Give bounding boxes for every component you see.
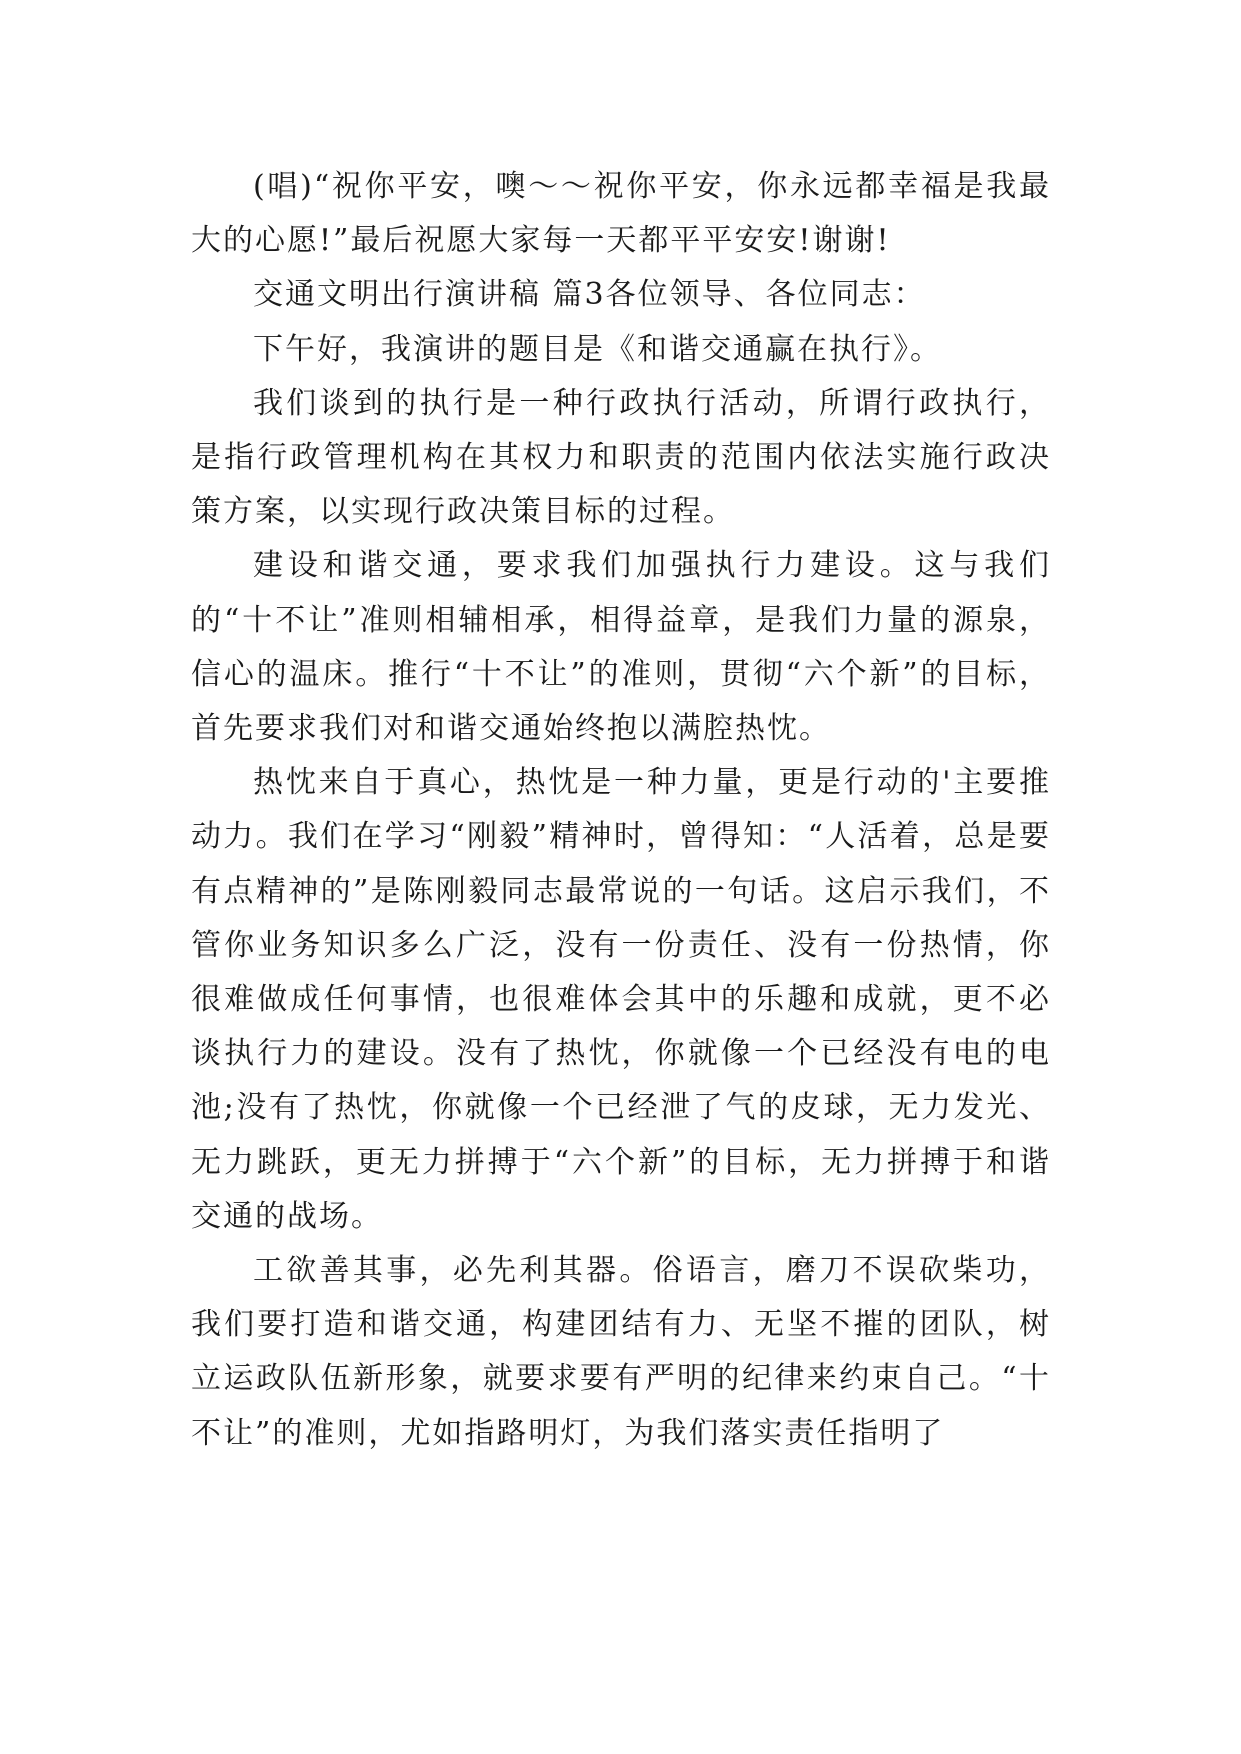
paragraph-execution-definition: 我们谈到的执行是一种行政执行活动，所谓行政执行，是指行政管理机构在其权力和职责的范围内依法实施行政决策方案，以实现行政决策目标的过程。 — [191, 385, 1051, 530]
paragraph-greeting: 下午好，我演讲的题目是《和谐交通赢在执行》。 — [253, 331, 942, 367]
paragraph-harmonious-traffic: 建设和谐交通，要求我们加强执行力建设。这与我们的“十不让”准则相辅相承，相得益章，是我们力量的源泉，信心的温床。推行“十不让”的准则，贯彻“六个新”的目标，首先要求我们对和谐交通始终抱以满腔热忱。 — [191, 548, 1051, 747]
paragraph-closing-song: (唱)“祝你平安，噢～～祝你平安，你永远都幸福是我最大的心愿!”最后祝愿大家每一天都平平安安!谢谢! — [191, 169, 1051, 259]
paragraph-discipline: 工欲善其事，必先利其器。俗语言，磨刀不误砍柴功，我们要打造和谐交通，构建团结有力、无坚不摧的团队，树立运政队伍新形象，就要求要有严明的纪律来约束自己。“十不让”的准则，尤如指路明灯，为我们落实责任指明了 — [191, 1253, 1051, 1451]
document-body — [191, 160, 1051, 1461]
paragraph-speech-title: 交通文明出行演讲稿 篇3各位领导、各位同志： — [253, 277, 926, 313]
paragraph-enthusiasm: 热忱来自于真心，热忱是一种力量，更是行动的'主要推动力。我们在学习“刚毅”精神时，曾得知：“人活着，总是要有点精神的”是陈刚毅同志最常说的一句话。这启示我们，不管你业务知识多么广泛，没有一份责任、没有一份热情，你很难做成任何事情，也很难体会其中的乐趣和成就，更不必谈执行力的建设。没有了热忱，你就像一个已经没有电的电池;没有了热忱，你就像一个已经泄了气的皮球，无力发光、无力跳跃，更无力拼搏于“六个新”的目标，无力拼搏于和谐交通的战场。 — [191, 765, 1051, 1234]
